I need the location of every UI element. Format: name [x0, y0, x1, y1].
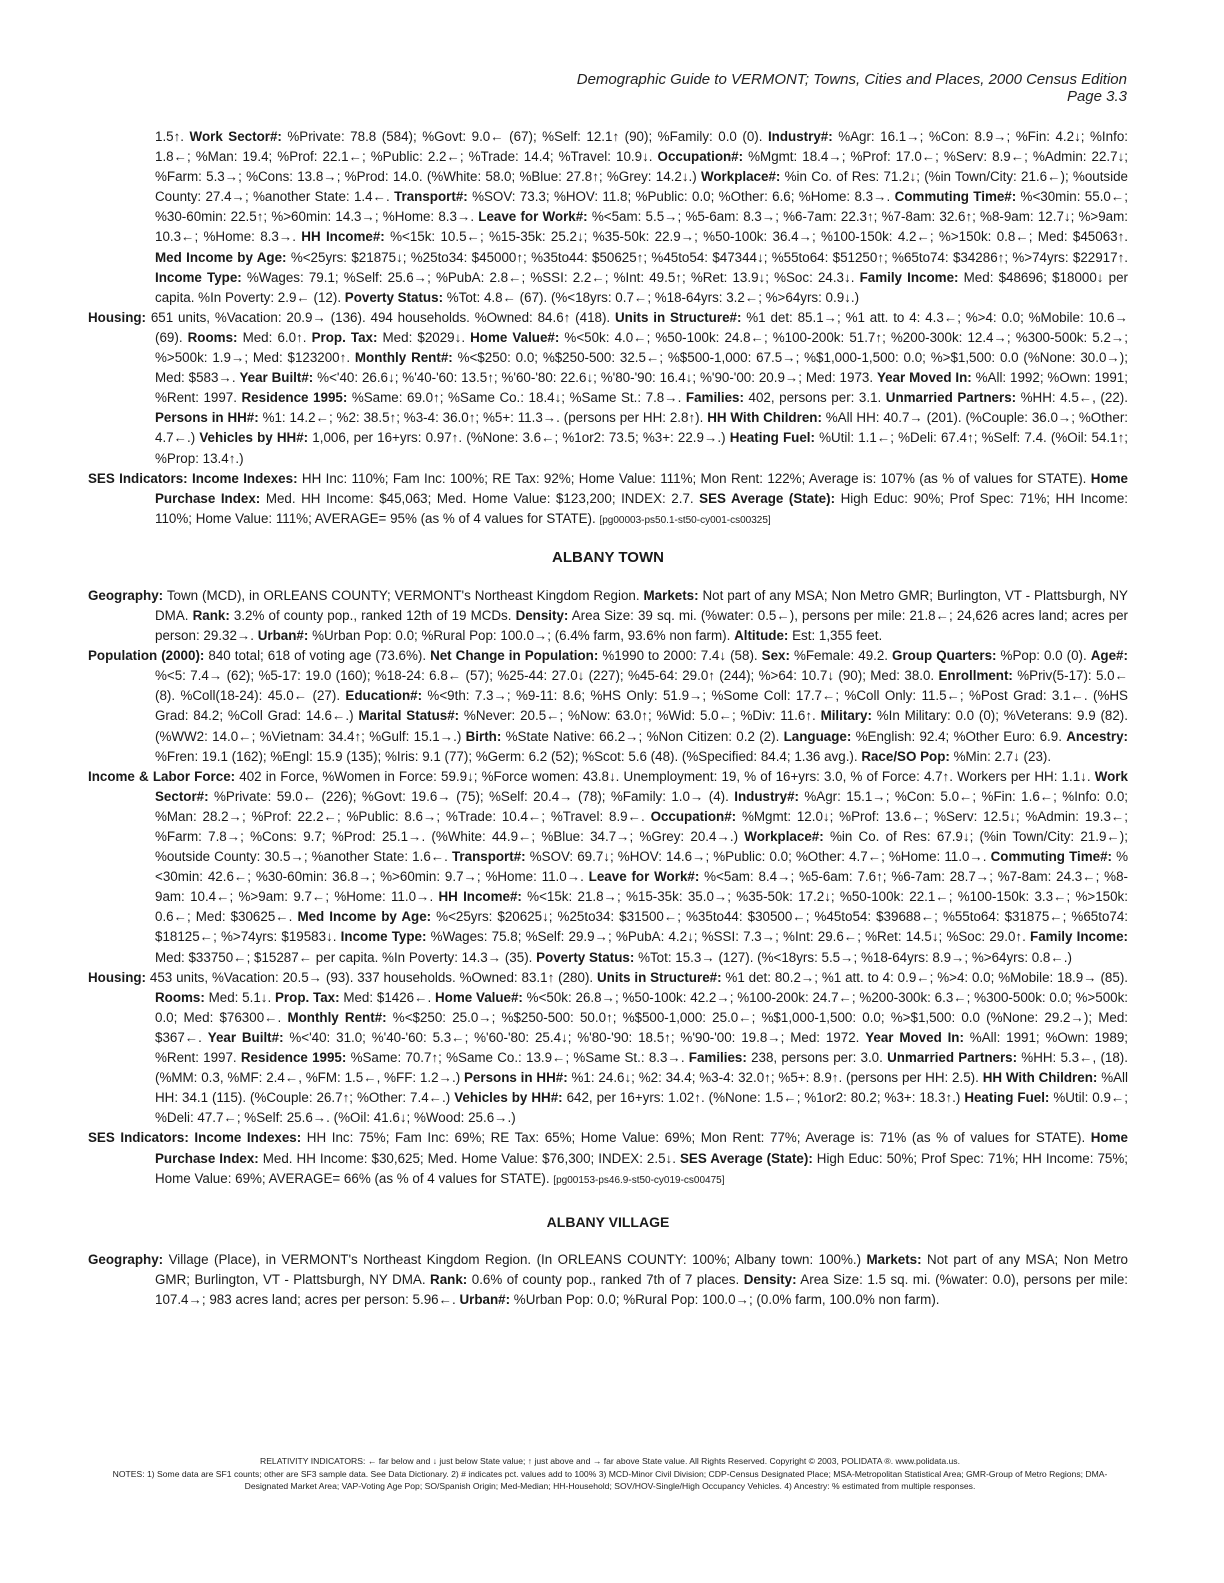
- field-label: Year Built#:: [207, 1029, 284, 1045]
- field-value: %<15k: 21.8→; %15-35k: 35.0→; %35-50k: 17.2↓; %50-100k: 22.1←; %100-150k: 3.3←; %>150k: 0.6←; Med: $30625←.: [155, 889, 1128, 925]
- entry-text: 1.5↑.: [155, 129, 190, 144]
- field-value: HH Inc: 75%; Fam Inc: 69%; RE Tax: 65%; Home Value: 69%; Mon Rent: 77%; Average is: 71% (as % of values for STATE).: [301, 1130, 1091, 1146]
- field-label: Race/SO Pop:: [861, 748, 950, 764]
- field-value: %<9th: 7.3→; %9-11: 8.6; %HS Only: 51.9→; %Some Coll: 17.7←; %Coll Only: 11.5←; %Post Grad: 3.1←. (%HS Grad: 84.2; %Coll Grad: 14.6←.): [155, 688, 1128, 724]
- field-label: SES Average (State):: [679, 1150, 813, 1166]
- field-label: Rooms:: [155, 989, 205, 1005]
- field-label: Residence 1995:: [240, 1050, 347, 1066]
- field-value: 0.6% of county pop., ranked 7th of 7 places.: [467, 1271, 744, 1287]
- field-label: Income Type:: [155, 269, 242, 285]
- field-value: %<'40: 31.0; %'40-'60: 5.3←; %'60-'80: 25.4↓; %'80-'90: 18.5↑; %'90-'00: 19.8→; Med: 1972.: [283, 1029, 866, 1045]
- field-value: %Fren: 19.1 (162); %Engl: 15.9 (135); %Iris: 9.1 (77); %Germ: 6.2 (52); %Scot: 5.6 (48). (%Specified: 84.4; 1.36 avg.).: [155, 748, 862, 764]
- field-value: %in Co. of Res: 71.2↓; (%in Town/City: 21.6←); %outside County: 27.4→; %another State: 1.4←.: [155, 169, 1129, 205]
- entry-text: Town (MCD), in ORLEANS COUNTY; VERMONT's Northeast Kingdom Region.: [163, 587, 644, 603]
- field-label: Rank:: [192, 607, 230, 623]
- field-label: Transport#:: [451, 849, 526, 865]
- document-title: Demographic Guide to VERMONT; Towns, Cities and Places, 2000 Census Edition: [576, 71, 1127, 88]
- entry-label: Housing:: [88, 309, 147, 325]
- field-label: Home Value#:: [435, 989, 523, 1005]
- field-value: %Wages: 75.8; %Self: 29.9→; %PubA: 4.2↓; %SSI: 7.3→; %Int: 29.6←; %Ret: 14.5↓; %Soc: 29.0↑.: [426, 929, 1031, 945]
- relativity-indicators-note: RELATIVITY INDICATORS: ← far below and ↓ just below State value; ↑ just above and → far above State value. All Rights Reserved. Copyright © 2003, POLIDATA ®. www.polidata.us.: [259, 1456, 960, 1466]
- field-label: Commuting Time#:: [990, 849, 1112, 865]
- field-label: Vehicles by HH#:: [199, 430, 309, 446]
- field-value: %<5: 7.4→ (62); %5-17: 19.0 (160); %18-24: 6.8← (57); %25-44: 27.0↓ (227); %45-64: 29.0↑ (244); %>64: 10.7↓ (90); Med: 38.0.: [155, 668, 939, 684]
- field-label: Unmarried Partners:: [885, 390, 1017, 406]
- document-body: [88, 127, 1128, 1310]
- field-label: Monthly Rent#:: [287, 1009, 387, 1025]
- field-value: %1 det: 80.2→; %1 att. to 4: 0.9←; %>4: 0.0; %Mobile: 18.9→ (85).: [721, 969, 1128, 985]
- field-value: %<5am: 8.4→; %5-6am: 7.6↑; %6-7am: 28.7→; %7-8am: 24.3←; %8-9am: 10.4←; %>9am: 9.7←; %Home: 11.0→.: [155, 869, 1128, 905]
- field-value: %<5am: 5.5→; %5-6am: 8.3→; %6-7am: 22.3↑; %7-8am: 32.6↑; %8-9am: 12.7↓; %>9am: 10.3←; %Home: 8.3→.: [155, 209, 1128, 245]
- entry-text: Village (Place), in VERMONT's Northeast Kingdom Region. (In ORLEANS COUNTY: 100%; Albany town: 100%.): [163, 1251, 867, 1267]
- field-value: %Min: 2.7↓ (23).: [949, 748, 1052, 764]
- field-label: Occupation#:: [650, 808, 737, 824]
- field-label: Year Moved In:: [876, 370, 972, 386]
- entry-label: Population (2000):: [88, 648, 205, 664]
- field-value: %<50k: 26.8→; %50-100k: 42.2→; %100-200k: 24.7←; %200-300k: 6.3←; %300-500k: 0.0; %>500k: 0.0; Med: $76300←.: [155, 989, 1129, 1025]
- field-value: %1: 14.2←; %2: 38.5↑; %3-4: 36.0↑; %5+: 11.3→. (persons per HH: 2.8↑).: [258, 410, 708, 426]
- field-label: Group Quarters:: [892, 648, 997, 664]
- field-label: Year Built#:: [239, 370, 314, 386]
- field-label: Birth:: [465, 728, 502, 744]
- field-value: %All HH: 40.7→ (201). (%Couple: 36.0→; %Other: 4.7←.): [155, 410, 1128, 446]
- field-value: %HH: 5.3←, (18). (%MM: 0.3, %MF: 2.4←, %FM: 1.5←, %FF: 1.2→.): [155, 1050, 1128, 1086]
- field-label: Ancestry:: [1066, 728, 1129, 744]
- field-value: %Urban Pop: 0.0; %Rural Pop: 100.0→; (6.4% farm, 93.6% non farm).: [308, 628, 735, 644]
- field-label: Marital Status#:: [358, 708, 460, 724]
- field-value: %Urban Pop: 0.0; %Rural Pop: 100.0→; (0.0% farm, 100.0% non farm).: [510, 1291, 940, 1307]
- field-label: Income Indexes:: [191, 470, 298, 486]
- field-label: Leave for Work#:: [588, 869, 700, 885]
- field-label: Density:: [743, 1271, 797, 1287]
- field-value: %Agr: 15.1→; %Con: 5.0←; %Fin: 1.6←; %Info: 0.0; %Man: 28.2→; %Prof: 22.2←; %Public: 8.6→; %Trade: 10.4←; %Travel: 8.9←.: [155, 788, 1128, 824]
- field-value: %SOV: 69.7↓; %HOV: 14.6→; %Public: 0.0; %Other: 4.7←; %Home: 11.0→.: [525, 849, 991, 865]
- town-ses-entry: [88, 1128, 1128, 1190]
- field-value: Est: 1,355 feet.: [788, 628, 883, 644]
- field-label: HH Income#:: [301, 229, 385, 245]
- field-value: %<30min: 55.0←; %30-60min: 22.5↑; %>60min: 14.3→; %Home: 8.3→.: [155, 189, 1128, 225]
- entry-text: 453 units, %Vacation: 20.5→ (93). 337 households. %Owned: 83.1↑ (280).: [146, 969, 597, 985]
- field-value: High Educ: 90%; Prof Spec: 71%; HH Income: 110%; Home Value: 111%; AVERAGE= 95% (as % of 4 values for STATE).: [155, 490, 1129, 526]
- record-code: [pg00153-ps46.9-st50-cy019-cs00475]: [553, 1174, 725, 1186]
- entry-label: Income & Labor Force:: [88, 768, 236, 784]
- field-label: Language:: [783, 728, 852, 744]
- field-label: Heating Fuel:: [729, 430, 815, 446]
- field-value: %Same: 70.7↑; %Same Co.: 13.9←; %Same St.: 8.3→.: [346, 1050, 689, 1066]
- field-label: Heating Fuel:: [964, 1090, 1050, 1106]
- field-value: %State Native: 66.2→; %Non Citizen: 0.2 (2).: [501, 728, 784, 744]
- field-label: Residence 1995:: [241, 390, 348, 406]
- field-value: %Private: 59.0← (226); %Govt: 19.6→ (75); %Self: 20.4→ (78); %Family: 1.0→ (4).: [208, 788, 735, 804]
- field-value: %HH: 4.5←, (22).: [1016, 390, 1128, 406]
- field-value: %1990 to 2000: 7.4↓ (58).: [598, 648, 762, 664]
- page-number: Page 3.3: [1066, 88, 1127, 105]
- field-label: Med Income by Age:: [297, 909, 432, 925]
- field-label: HH Income#:: [438, 889, 522, 905]
- field-label: SES Average (State):: [699, 490, 836, 506]
- field-label: Urban#:: [459, 1291, 511, 1307]
- field-label: Prop. Tax:: [311, 329, 378, 345]
- entry-text: 840 total; 618 of voting age (73.6%).: [204, 648, 431, 664]
- field-label: Home Purchase Index:: [155, 1130, 1128, 1166]
- field-value: %<25yrs: $20625↓; %25to34: $31500←; %35to44: $30500←; %45to54: $39688←; %55to64: $31875←; %65to74: $18125←; %>74yrs: $19583↓.: [155, 909, 1129, 945]
- prev-ses-entry: [88, 469, 1128, 531]
- section-title-albany-town: ALBANY TOWN: [552, 548, 664, 566]
- field-value: %<30min: 42.6←; %30-60min: 36.8→; %>60min: 9.7→; %Home: 11.0→.: [155, 849, 1128, 885]
- field-value: %Mgmt: 18.4→; %Prof: 17.0←; %Serv: 8.9←; %Admin: 22.7↓; %Farm: 5.3→; %Cons: 13.8→; %Prod: 14.0. (%White: 58.0; %Blue: 27.8↑; %Grey: 14.2↓.): [155, 149, 1129, 185]
- section-title-albany-village: ALBANY VILLAGE: [546, 1213, 670, 1230]
- field-value: Med: $48696; $18000↓ per capita. %In Poverty: 2.9← (12).: [155, 269, 1128, 305]
- town-income-entry: [88, 767, 1128, 968]
- entry-label: Housing:: [88, 969, 147, 985]
- field-value: 238, persons per: 3.0.: [746, 1050, 888, 1066]
- field-label: Rank:: [430, 1271, 468, 1287]
- field-label: HH With Children:: [707, 410, 822, 426]
- field-label: Family Income:: [1030, 929, 1128, 945]
- field-label: Enrollment:: [938, 668, 1013, 684]
- field-value: %Wages: 79.1; %Self: 25.6→; %PubA: 2.8←; %SSI: 2.2←; %Int: 49.5↑; %Ret: 13.9↓; %Soc: 24.3↓.: [241, 269, 860, 285]
- field-value: %English: 92.4; %Other Euro: 6.9.: [851, 728, 1067, 744]
- field-value: %In Military: 0.0 (0); %Veterans: 9.9 (82). (%WW2: 14.0←; %Vietnam: 34.4↑; %Gulf: 15.1→.): [155, 708, 1128, 744]
- town-population-entry: [88, 646, 1128, 767]
- field-value: %<'40: 26.6↓; %'40-'60: 13.5↑; %'60-'80: 22.6↓; %'80-'90: 16.4↓; %'90-'00: 20.9→; Med: 1973.: [313, 370, 877, 386]
- field-label: Persons in HH#:: [155, 410, 259, 426]
- field-value: %<15k: 10.5←; %15-35k: 25.2↓; %35-50k: 22.9→; %50-100k: 36.4→; %100-150k: 4.2←; %>150k: 0.8←; Med: $45063↑.: [384, 229, 1129, 245]
- field-value: 1,006, per 16+yrs: 0.97↑. (%None: 3.6←; %1or2: 73.5; %3+: 22.9→.): [308, 430, 730, 446]
- page-footer: [95, 1455, 1125, 1493]
- field-value: %Female: 49.2.: [789, 648, 893, 664]
- field-value: Med: 5.1↓.: [204, 989, 275, 1005]
- field-value: Med: $2029↓.: [377, 329, 471, 345]
- field-value: %Never: 20.5←; %Now: 63.0↑; %Wid: 5.0←; %Div: 11.6↑.: [459, 708, 821, 724]
- field-label: Work Sector#:: [155, 768, 1128, 804]
- field-label: Income Indexes:: [194, 1130, 302, 1146]
- field-value: %Same: 69.0↑; %Same Co.: 18.4↓; %Same St.: 7.8→.: [347, 390, 686, 406]
- field-value: Med: 6.0↑.: [237, 329, 312, 345]
- field-label: Military:: [820, 708, 872, 724]
- field-value: Med. HH Income: $30,625; Med. Home Value: $76,300; INDEX: 2.5↓.: [258, 1150, 680, 1166]
- field-label: Family Income:: [859, 269, 959, 285]
- field-value: %<$250: 25.0→; %$250-500: 50.0↑; %$500-1,000: 25.0←; %$1,000-1,500: 0.0; %>$1,500: 0.0 (%None: 29.2→); Med: $367←.: [155, 1009, 1129, 1045]
- field-value: %All: 1992; %Own: 1991; %Rent: 1997.: [155, 370, 1128, 406]
- field-value: Med: $1426←.: [339, 989, 436, 1005]
- entry-text: 402 in Force, %Women in Force: 59.9↓; %Force women: 43.8↓. Unemployment: 19, % of 16+yrs: 3.0, % of Force: 4.7↑. Workers per HH: 1.1↓.: [235, 768, 1095, 784]
- field-value: Med. HH Income: $45,063; Med. Home Value: $123,200; INDEX: 2.7.: [260, 490, 700, 506]
- field-label: Work Sector#:: [189, 129, 282, 144]
- town-housing-entry: [88, 968, 1128, 1129]
- field-value: HH Inc: 110%; Fam Inc: 100%; RE Tax: 92%; Home Value: 111%; Mon Rent: 122%; Average is: 107% (as % of values for STATE).: [297, 470, 1091, 486]
- field-label: Families:: [688, 1050, 747, 1066]
- entry-text: 651 units, %Vacation: 20.9→ (136). 494 households. %Owned: 84.6↑ (418).: [146, 309, 615, 325]
- field-label: Workplace#:: [700, 169, 781, 185]
- field-value: %in Co. of Res: 67.9↓; (%in Town/City: 21.9←); %outside County: 30.5→; %another State: 1.6←.: [155, 829, 1128, 865]
- field-label: Families:: [685, 390, 744, 406]
- field-value: %All: 1991; %Own: 1989; %Rent: 1997.: [155, 1029, 1128, 1066]
- field-label: Markets:: [643, 587, 699, 603]
- field-label: Commuting Time#:: [894, 189, 1017, 205]
- field-label: Transport#:: [394, 189, 468, 205]
- field-value: Med: $33750←; $15287← per capita. %In Poverty: 14.3→ (35).: [155, 949, 537, 965]
- field-value: 642, per 16+yrs: 1.02↑. (%None: 1.5←; %1or2: 80.2; %3+: 18.3↑.): [562, 1090, 965, 1106]
- field-label: Poverty Status:: [536, 949, 635, 965]
- field-value: %SOV: 73.3; %HOV: 11.8; %Public: 0.0; %Other: 6.6; %Home: 8.3→.: [467, 189, 895, 205]
- field-label: Education#:: [345, 688, 423, 704]
- field-label: Vehicles by HH#:: [454, 1090, 563, 1106]
- field-value: %<50k: 4.0←; %50-100k: 24.8←; %100-200k: 51.7↑; %200-300k: 12.4→; %300-500k: 5.2→; %>500k: 1.9→; Med: $123200↑.: [155, 329, 1128, 366]
- entry-label: Geography:: [88, 587, 164, 603]
- field-label: Net Change in Population:: [430, 648, 599, 664]
- field-value: %Agr: 16.1→; %Con: 8.9→; %Fin: 4.2↓; %Info: 1.8←; %Man: 19.4; %Prof: 22.1←; %Public: 2.2←; %Trade: 14.4; %Travel: 10.9↓.: [155, 129, 1128, 165]
- entry-label: SES Indicators:: [88, 1130, 189, 1146]
- field-label: Units in Structure#:: [597, 969, 722, 985]
- field-label: Units in Structure#:: [614, 309, 742, 325]
- field-value: %1 det: 85.1→; %1 att. to 4: 4.3←; %>4: 0.0; %Mobile: 10.6→ (69).: [155, 309, 1128, 345]
- field-label: Prop. Tax:: [275, 989, 340, 1005]
- field-label: Sex:: [761, 648, 790, 664]
- field-label: Unmarried Partners:: [887, 1050, 1018, 1066]
- field-value: %Tot: 15.3→ (127). (%<18yrs: 5.5→; %18-64yrs: 8.9→; %>64yrs: 0.8←.): [634, 949, 1072, 965]
- field-value: %<25yrs: $21875↓; %25to34: $45000↑; %35to44: $50625↑; %45to54: $47344↓; %55to64: $51250↑; %65to74: $34286↑; %>74yrs: $22917↑.: [286, 249, 1128, 265]
- field-value: 402, persons per: 3.1.: [743, 390, 886, 406]
- field-label: Persons in HH#:: [464, 1070, 568, 1086]
- field-label: Leave for Work#:: [478, 209, 588, 225]
- field-label: Density:: [515, 607, 569, 623]
- field-label: Altitude:: [734, 628, 789, 644]
- field-label: Income Type:: [340, 929, 427, 945]
- village-geography-entry: [88, 1250, 1128, 1310]
- field-value: %Priv(5-17): 5.0← (8). %Coll(18-24): 45.0← (27).: [155, 668, 1128, 704]
- field-value: %<$250: 0.0; %$250-500: 32.5←; %$500-1,000: 67.5→; %$1,000-1,500: 0.0; %>$1,500: 0.0 (%None: 30.0→); Med: $583→.: [155, 350, 1128, 386]
- field-label: Monthly Rent#:: [354, 350, 453, 366]
- field-label: Med Income by Age:: [155, 249, 287, 265]
- field-value: High Educ: 50%; Prof Spec: 71%; HH Income: 75%; Home Value: 69%; AVERAGE= 66% (as % of 4 values for STATE).: [155, 1150, 1128, 1186]
- field-label: Industry#:: [767, 129, 833, 144]
- field-label: Poverty Status:: [344, 289, 444, 305]
- field-value: %Pop: 0.0 (0).: [996, 648, 1091, 664]
- entry-label: SES Indicators:: [88, 470, 188, 486]
- field-label: Rooms:: [187, 329, 238, 345]
- footnotes: NOTES: 1) Some data are SF1 counts; other are SF3 sample data. See Data Dictionary. 2) # indicates pct. values add to 100% 3) MCD-Minor Civil Division; CDP-Census Designated Place; MSA-Metropolitan Statistical Area; GMR-Group of Metro Regions; DMA-Designated Market Area; VAP-Voting Age Pop; SO/Spanish Origin; Med-Median; HH-Household; SOV/HOV-Single/High Occupancy Vehicles. 4) Ancestry: % estimated from multiple responses.: [112, 1468, 1108, 1491]
- prev-housing-entry: [88, 308, 1128, 469]
- town-geography-entry: [88, 586, 1128, 646]
- field-label: Age#:: [1090, 648, 1128, 664]
- field-label: Workplace#:: [744, 829, 824, 844]
- field-value: Not part of any MSA; Non Metro GMR; Burlington, VT - Plattsburgh, NY DMA.: [155, 587, 1128, 623]
- field-label: Occupation#:: [657, 149, 744, 165]
- field-value: %Util: 1.1←; %Deli: 67.4↑; %Self: 7.4. (%Oil: 54.1↑; %Prop: 13.4↑.): [155, 430, 1128, 466]
- field-label: Industry#:: [734, 788, 799, 804]
- field-value: Area Size: 39 sq. mi. (%water: 0.5←), persons per mile: 21.8←; 24,626 acres land; acres per person: 29.32→.: [155, 607, 1128, 644]
- field-value: Not part of any MSA; Non Metro GMR; Burlington, VT - Plattsburgh, NY DMA.: [155, 1251, 1128, 1287]
- field-label: Markets:: [866, 1251, 922, 1267]
- field-value: %All HH: 34.1 (115). (%Couple: 26.7↑; %Other: 7.4←.): [155, 1070, 1128, 1106]
- field-label: Home Purchase Index:: [155, 470, 1128, 506]
- record-code: [pg00003-ps50.1-st50-cy001-cs00325]: [599, 514, 771, 526]
- field-value: %Private: 78.8 (584); %Govt: 9.0← (67); %Self: 12.1↑ (90); %Family: 0.0 (0).: [281, 129, 768, 144]
- field-value: %Mgmt: 12.0↓; %Prof: 13.6←; %Serv: 12.5↓; %Admin: 19.3←; %Farm: 7.8→; %Cons: 9.7; %Prod: 25.1→. (%White: 44.9←; %Blue: 34.7→; %Grey: 20.4→.): [155, 808, 1128, 844]
- field-value: %1: 24.6↓; %2: 34.4; %3-4: 32.0↑; %5+: 8.9↑. (persons per HH: 2.5).: [567, 1070, 983, 1086]
- field-label: Urban#:: [257, 628, 309, 644]
- field-value: Area Size: 1.5 sq. mi. (%water: 0.0), persons per mile: 107.4→; 983 acres land; acres per person: 5.96←.: [155, 1271, 1128, 1307]
- field-label: HH With Children:: [982, 1070, 1098, 1086]
- entry-label: Geography:: [88, 1251, 164, 1267]
- prev-income-continuation: [88, 127, 1128, 308]
- field-value: 3.2% of county pop., ranked 12th of 19 MCDs.: [229, 607, 516, 623]
- field-label: Home Value#:: [470, 329, 560, 345]
- field-label: Year Moved In:: [865, 1029, 964, 1045]
- page-header: [577, 71, 1127, 105]
- field-value: %Tot: 4.8← (67). (%<18yrs: 0.7←; %18-64yrs: 3.2←; %>64yrs: 0.9↓.): [443, 289, 860, 305]
- field-value: %Util: 0.9←; %Deli: 47.7←; %Self: 25.6→. (%Oil: 41.6↓; %Wood: 25.6→.): [155, 1090, 1129, 1126]
